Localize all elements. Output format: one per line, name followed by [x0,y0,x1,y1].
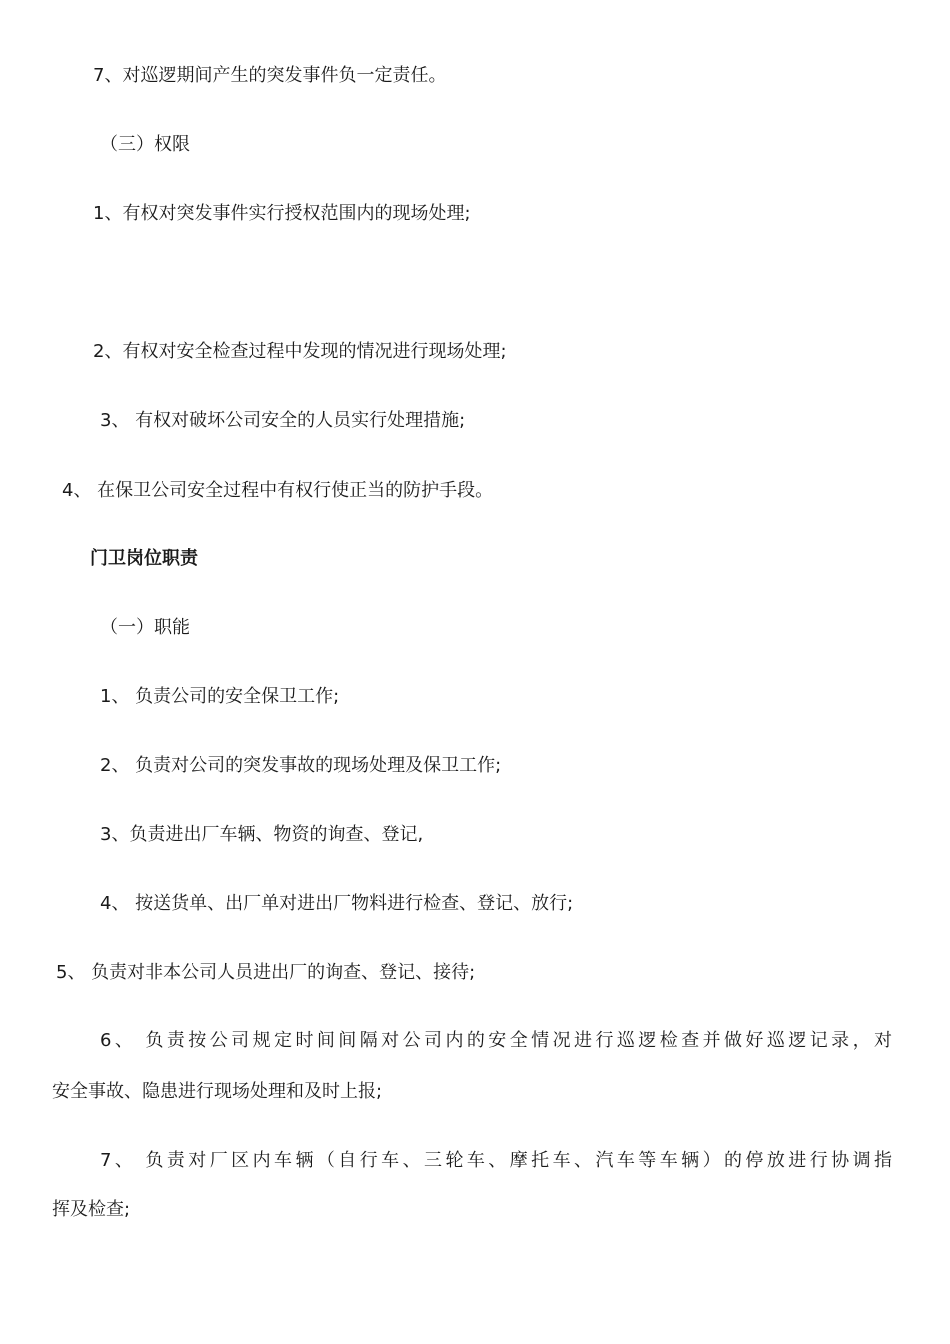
authority-section-heading: （三）权限 [100,134,190,155]
authority-item-1: 1、有权对突发事件实行授权范围内的现场处理; [93,203,471,224]
function-item-7: 7、 负责对厂区内车辆（自行车、三轮车、摩托车、汽车等车辆）的停放进行协调指 [100,1150,892,1171]
patrol-duty-item-7: 7、对巡逻期间产生的突发事件负一定责任。 [93,65,447,86]
function-item-4: 4、 按送货单、出厂单对进出厂物料进行检查、登记、放行; [100,893,574,914]
function-item-5: 5、 负责对非本公司人员进出厂的询查、登记、接待; [56,962,476,983]
gatekeeper-duties-title: 门卫岗位职责 [90,548,198,569]
function-item-6: 6、 负责按公司规定时间间隔对公司内的安全情况进行巡逻检查并做好巡逻记录，对 [100,1030,892,1051]
function-item-2: 2、 负责对公司的突发事故的现场处理及保卫工作; [100,755,502,776]
function-item-7-continued: 挥及检查; [52,1199,131,1220]
function-item-3: 3、负责进出厂车辆、物资的询查、登记, [100,824,424,845]
authority-item-2: 2、有权对安全检查过程中发现的情况进行现场处理; [93,341,507,362]
function-section-heading: （一）职能 [100,617,190,638]
function-item-6-continued: 安全事故、隐患进行现场处理和及时上报; [52,1081,383,1102]
function-item-1: 1、 负责公司的安全保卫工作; [100,686,340,707]
authority-item-4: 4、 在保卫公司安全过程中有权行使正当的防护手段。 [62,480,494,501]
authority-item-3: 3、 有权对破坏公司安全的人员实行处理措施; [100,410,466,431]
